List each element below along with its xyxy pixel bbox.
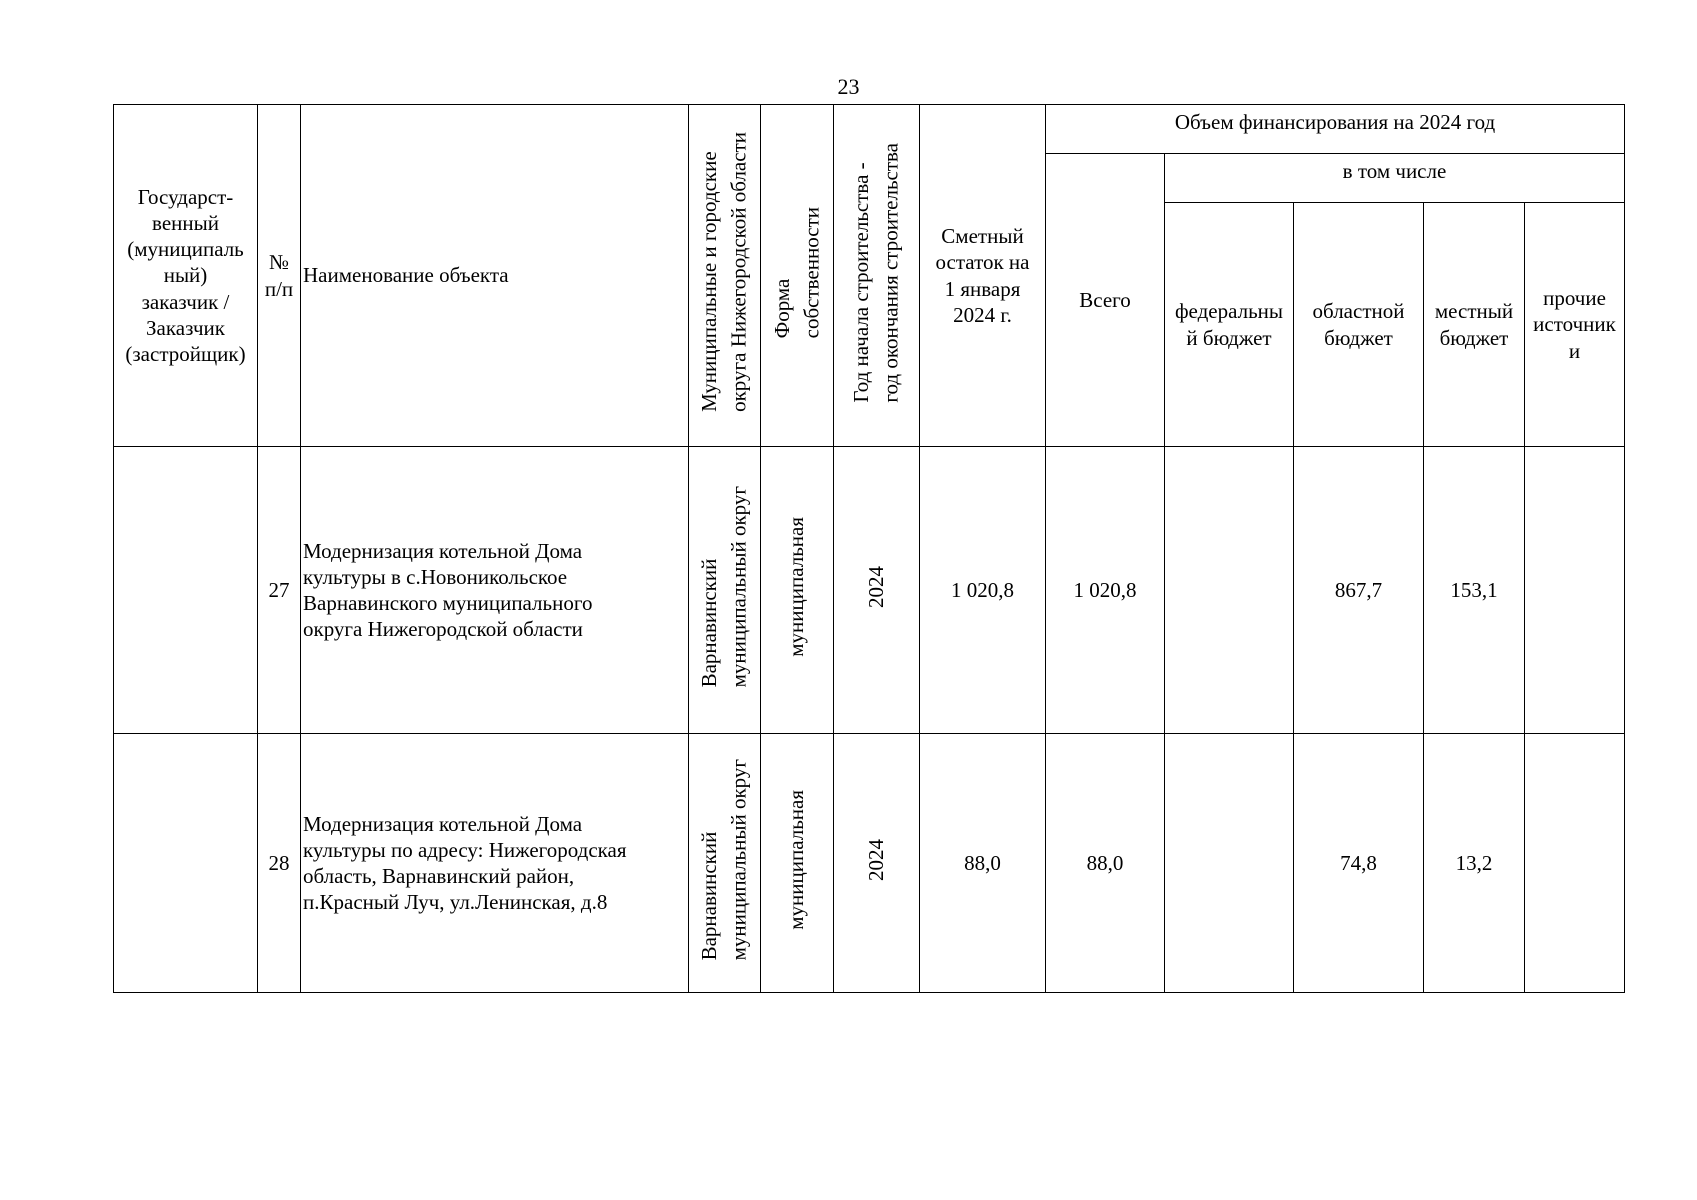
total-cell: 88,0 (1046, 734, 1165, 993)
other-header-label: прочие источник и (1533, 286, 1616, 363)
federal-cell (1165, 734, 1294, 993)
object-name-text: Модернизация котельной Дома культуры в с.Новоникольское Варнавинского муниципального округа Нижегородской области (303, 538, 593, 642)
table-row (114, 447, 1625, 734)
regional-cell: 74,8 (1294, 734, 1424, 993)
page-number: 23 (837, 74, 860, 99)
including-header-label: в том числе (1342, 159, 1447, 183)
number-header (258, 105, 301, 447)
federal-header (1165, 203, 1294, 447)
financing-table (113, 104, 1625, 993)
ownership-cell (761, 734, 834, 993)
years-cell (834, 734, 920, 993)
object-name-header (301, 105, 689, 447)
estimate-remainder-cell: 88,0 (920, 734, 1046, 993)
local-cell: 153,1 (1424, 447, 1525, 734)
customer-header (114, 105, 258, 447)
municipality-cell (689, 734, 761, 993)
object-name-cell (301, 734, 689, 993)
total-header (1046, 154, 1165, 447)
header-row-1 (114, 105, 1625, 154)
years-text: 2024 (863, 838, 888, 881)
customer-header-label: Государст- венный (муниципаль ный) заказчик / Заказчик (застройщик) (125, 184, 246, 367)
number-cell: 28 (258, 734, 301, 993)
object-name-header-label: Наименование объекта (303, 263, 509, 288)
estimate-remainder-header-label: Сметный остаток на 1 января 2024 г. (935, 224, 1030, 327)
customer-cell (114, 447, 258, 734)
regional-header-label: областной бюджет (1312, 299, 1405, 350)
federal-cell (1165, 447, 1294, 734)
local-header (1424, 203, 1525, 447)
number-header-label: № п/п (264, 250, 294, 301)
ownership-text: муниципальная (784, 789, 809, 930)
municipality-text: Варнавинский муниципальный округ (697, 759, 751, 961)
regional-cell: 867,7 (1294, 447, 1424, 734)
ownership-header-label: Форма собственности (769, 206, 823, 339)
estimate-remainder-cell: 1 020,8 (920, 447, 1046, 734)
customer-cell (114, 734, 258, 993)
years-header (834, 105, 920, 447)
municipality-header (689, 105, 761, 447)
years-cell (834, 447, 920, 734)
funding-2024-header (1046, 105, 1625, 154)
number-cell: 27 (258, 447, 301, 734)
other-header (1525, 203, 1625, 447)
years-header-label: Год начала строительства - год окончания строительства (849, 142, 903, 403)
ownership-text: муниципальная (784, 516, 809, 657)
municipality-header-label: Муниципальные и городские округа Нижегородской области (697, 132, 751, 413)
municipality-text: Варнавинский муниципальный округ (697, 486, 751, 688)
other-cell (1525, 447, 1625, 734)
local-header-label: местный бюджет (1434, 299, 1514, 350)
ownership-cell (761, 447, 834, 734)
estimate-remainder-header (920, 105, 1046, 447)
local-cell: 13,2 (1424, 734, 1525, 993)
ownership-header (761, 105, 834, 447)
object-name-cell (301, 447, 689, 734)
total-header-label: Всего (1079, 287, 1131, 312)
total-cell: 1 020,8 (1046, 447, 1165, 734)
regional-header (1294, 203, 1424, 447)
municipality-cell (689, 447, 761, 734)
funding-2024-header-label: Объем финансирования на 2024 год (1174, 110, 1496, 134)
other-cell (1525, 734, 1625, 993)
years-text: 2024 (863, 565, 888, 608)
federal-header-label: федеральны й бюджет (1174, 299, 1284, 350)
including-header (1165, 154, 1625, 203)
object-name-text: Модернизация котельной Дома культуры по адресу: Нижегородская область, Варнавинский район, п.Красный Луч, ул.Ленинская, д.8 (303, 811, 627, 915)
table-row (114, 734, 1625, 993)
